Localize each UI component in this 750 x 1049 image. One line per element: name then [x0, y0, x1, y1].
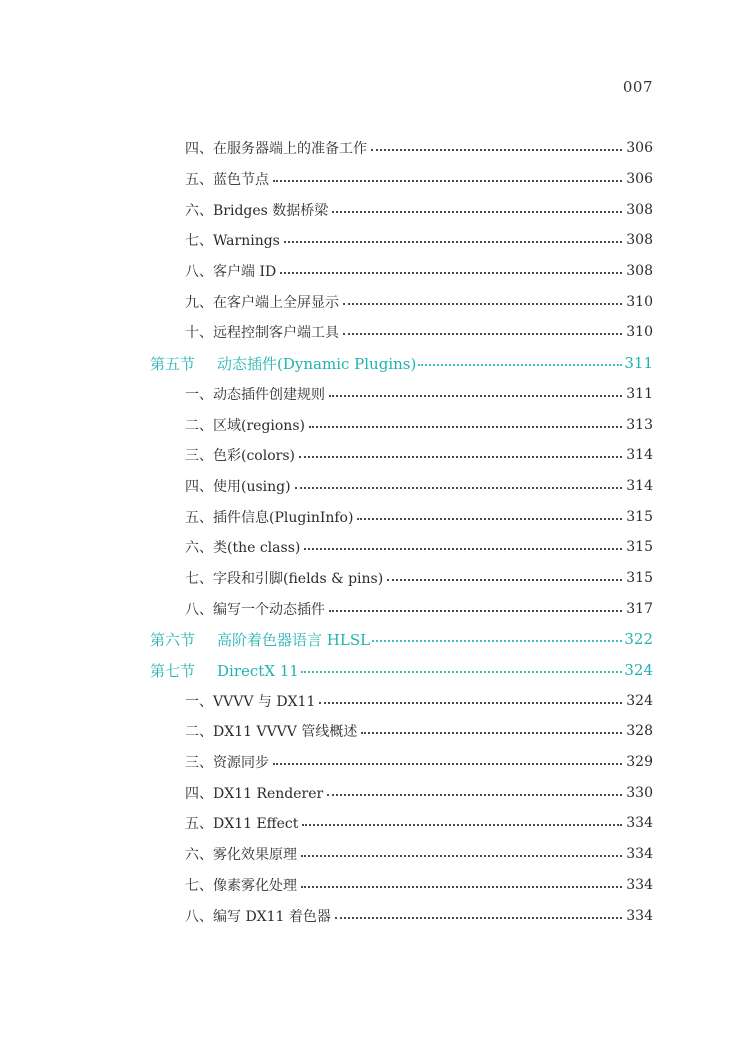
- toc-leader-dots: [357, 518, 622, 520]
- toc-subsection-entry[interactable]: [150, 716, 653, 747]
- toc-subsection-entry[interactable]: [150, 839, 653, 870]
- toc-entry-label: 七、像素雾化处理: [185, 877, 297, 894]
- toc-subsection-entry[interactable]: [150, 379, 653, 410]
- toc-entry-label: 四、DX11 Renderer: [185, 785, 324, 802]
- toc-page-number: 314: [626, 477, 653, 494]
- toc-leader-dots: [301, 671, 623, 673]
- toc-subsection-entry[interactable]: [150, 256, 653, 287]
- toc-subsection-entry[interactable]: [150, 225, 653, 256]
- toc-subsection-entry[interactable]: [150, 777, 653, 808]
- toc-page-number: 313: [626, 416, 653, 433]
- toc-page-number: 315: [626, 569, 653, 586]
- toc-entry-label: 六、雾化效果原理: [185, 847, 297, 864]
- toc-entry-label: 十、远程控制客户端工具: [185, 325, 339, 342]
- toc-section-number: 第七节: [150, 661, 196, 680]
- page-number: 007: [622, 78, 653, 96]
- toc-subsection-entry[interactable]: [150, 563, 653, 594]
- toc-subsection-entry[interactable]: [150, 747, 653, 778]
- toc-subsection-entry[interactable]: [150, 532, 653, 563]
- toc-leader-dots: [332, 211, 622, 213]
- toc-leader-dots: [319, 702, 622, 704]
- toc-entry-label: [150, 353, 416, 374]
- toc-section-title: 高阶着色器语言 HLSL: [217, 630, 371, 649]
- toc-leader-dots: [280, 272, 622, 274]
- toc-leader-dots: [372, 640, 622, 642]
- toc-page-number: 322: [624, 630, 653, 649]
- toc-subsection-entry[interactable]: [150, 501, 653, 532]
- toc-page-number: 308: [626, 232, 653, 249]
- toc-leader-dots: [301, 855, 622, 857]
- toc-entry-label: [150, 629, 370, 650]
- toc-page-number: 306: [626, 171, 653, 188]
- toc-page-number: 334: [626, 846, 653, 863]
- toc-subsection-entry[interactable]: [150, 164, 653, 195]
- toc-page-number: 315: [626, 508, 653, 525]
- toc-page-number: 310: [626, 324, 653, 341]
- toc-page-number: 324: [626, 692, 653, 709]
- toc-entry-label: 三、色彩(colors): [185, 448, 295, 465]
- toc-page-number: 314: [626, 447, 653, 464]
- toc-section-number: 第六节: [150, 630, 196, 649]
- toc-section-number: 第五节: [150, 354, 196, 373]
- toc-leader-dots: [371, 149, 622, 151]
- toc-entry-label: 九、在客户端上全屏显示: [185, 294, 339, 311]
- toc-subsection-entry[interactable]: [150, 471, 653, 502]
- toc-leader-dots: [418, 364, 622, 366]
- toc-page-number: 324: [624, 661, 653, 680]
- toc-leader-dots: [284, 241, 622, 243]
- toc-entry-label: 八、编写 DX11 着色器: [185, 908, 331, 925]
- toc-page-number: 330: [626, 784, 653, 801]
- toc-entry-label: 八、客户端 ID: [185, 264, 277, 281]
- toc-leader-dots: [273, 180, 622, 182]
- toc-subsection-entry[interactable]: [150, 317, 653, 348]
- toc-entry-label: 一、动态插件创建规则: [185, 386, 325, 403]
- toc-page-number: 310: [626, 293, 653, 310]
- toc-entry-label: 六、类(the class): [185, 540, 301, 557]
- toc-section-entry[interactable]: [150, 348, 653, 379]
- toc-section-entry[interactable]: [150, 655, 653, 686]
- toc-page-number: 308: [626, 201, 653, 218]
- toc-leader-dots: [387, 579, 622, 581]
- toc-leader-dots: [361, 732, 622, 734]
- toc-page-number: 334: [626, 907, 653, 924]
- toc-entry-label: [150, 660, 299, 681]
- toc-subsection-entry[interactable]: [150, 900, 653, 931]
- toc-subsection-entry[interactable]: [150, 440, 653, 471]
- toc-entry-label: 五、DX11 Effect: [185, 816, 299, 833]
- toc-leader-dots: [273, 763, 622, 765]
- toc-leader-dots: [327, 794, 622, 796]
- toc-entry-label: 二、区域(regions): [185, 417, 305, 434]
- toc-subsection-entry[interactable]: [150, 194, 653, 225]
- table-of-contents: [150, 133, 653, 931]
- toc-entry-label: 四、在服务器端上的准备工作: [185, 141, 367, 158]
- toc-section-title: 动态插件(Dynamic Plugins): [217, 354, 417, 373]
- toc-leader-dots: [343, 333, 622, 335]
- toc-page-number: 317: [626, 600, 653, 617]
- toc-subsection-entry[interactable]: [150, 808, 653, 839]
- toc-entry-label: 五、插件信息(PluginInfo): [185, 509, 354, 526]
- toc-page-number: 315: [626, 539, 653, 556]
- toc-leader-dots: [329, 395, 622, 397]
- toc-section-title: DirectX 11: [217, 661, 299, 680]
- toc-leader-dots: [309, 426, 622, 428]
- toc-page-number: 311: [624, 354, 653, 373]
- toc-leader-dots: [329, 610, 622, 612]
- toc-subsection-entry[interactable]: [150, 286, 653, 317]
- toc-entry-label: 四、使用(using): [185, 478, 291, 495]
- toc-leader-dots: [343, 303, 622, 305]
- toc-entry-label: 七、字段和引脚(fields & pins): [185, 570, 384, 587]
- toc-leader-dots: [304, 548, 622, 550]
- toc-page-number: 308: [626, 263, 653, 280]
- toc-leader-dots: [302, 824, 622, 826]
- toc-section-entry[interactable]: [150, 624, 653, 655]
- toc-subsection-entry[interactable]: [150, 870, 653, 901]
- toc-entry-label: 五、蓝色节点: [185, 172, 269, 189]
- toc-leader-dots: [299, 456, 622, 458]
- toc-subsection-entry[interactable]: [150, 409, 653, 440]
- toc-page-number: 329: [626, 754, 653, 771]
- toc-leader-dots: [301, 886, 622, 888]
- toc-entry-label: 七、Warnings: [185, 233, 280, 250]
- toc-page-number: 328: [626, 723, 653, 740]
- toc-entry-label: 六、Bridges 数据桥梁: [185, 202, 329, 219]
- toc-entry-label: 二、DX11 VVVV 管线概述: [185, 724, 358, 741]
- toc-entry-label: 三、资源同步: [185, 755, 269, 772]
- toc-subsection-entry[interactable]: [150, 593, 653, 624]
- toc-subsection-entry[interactable]: [150, 133, 653, 164]
- toc-leader-dots: [295, 487, 623, 489]
- toc-page-number: 334: [626, 815, 653, 832]
- toc-page-number: 306: [626, 140, 653, 157]
- toc-entry-label: 一、VVVV 与 DX11: [185, 693, 316, 710]
- toc-leader-dots: [335, 917, 622, 919]
- toc-page-number: 334: [626, 876, 653, 893]
- toc-entry-label: 八、编写一个动态插件: [185, 601, 325, 618]
- toc-page-number: 311: [626, 385, 653, 402]
- toc-subsection-entry[interactable]: [150, 685, 653, 716]
